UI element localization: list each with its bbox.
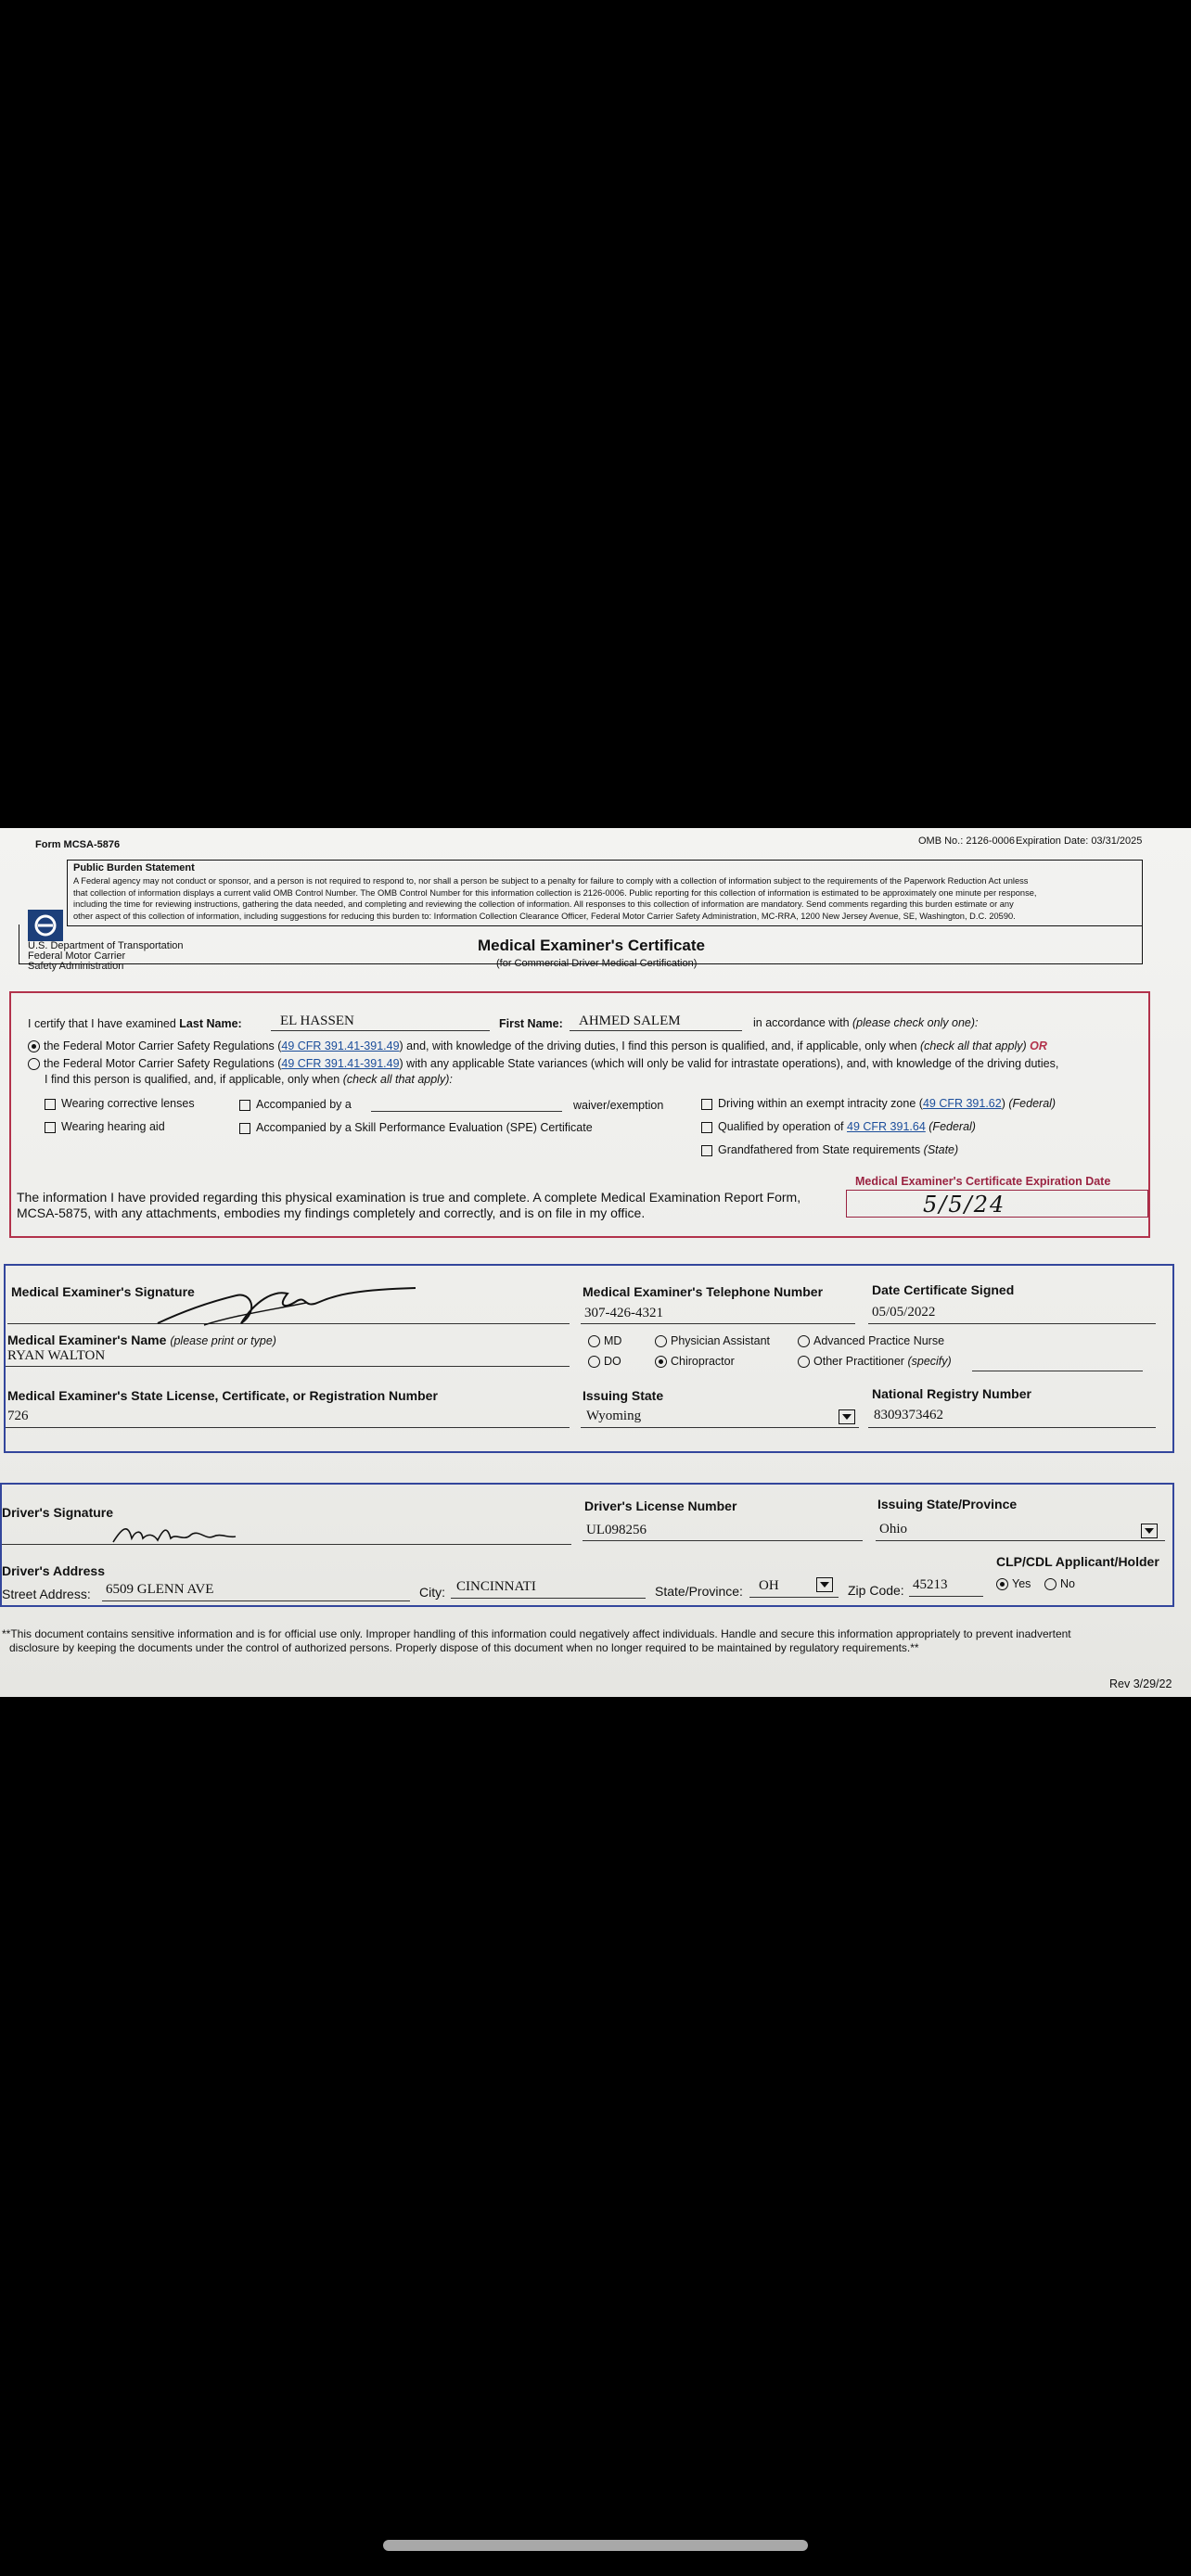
type-pa[interactable]: Physician Assistant bbox=[655, 1334, 770, 1347]
street-value[interactable]: 6509 GLENN AVE bbox=[106, 1582, 214, 1597]
clp-yes-radio[interactable] bbox=[996, 1578, 1008, 1590]
apn-radio[interactable] bbox=[798, 1335, 810, 1347]
issuing-state-value[interactable]: Wyoming bbox=[586, 1409, 642, 1423]
state-variance-radio[interactable] bbox=[28, 1058, 40, 1070]
first-name-line bbox=[570, 1030, 742, 1031]
license-line bbox=[6, 1427, 570, 1428]
driver-state-line bbox=[876, 1540, 1165, 1541]
burden-statement-box bbox=[67, 860, 1143, 926]
examiner-statement: The information I have provided regarding this physical examination is true and complete. A complete Medical Examination Report Form, MCSA-5875, with any attachments, embodies my findings completely and correctly, and is on file in my office. bbox=[17, 1190, 801, 1220]
cond-accompanied[interactable]: Accompanied by a bbox=[239, 1098, 352, 1111]
cond-spe[interactable]: Accompanied by a Skill Performance Evaluation (SPE) Certificate bbox=[239, 1121, 593, 1134]
street-label: Street Address: bbox=[2, 1587, 91, 1601]
type-other[interactable]: Other Practitioner (specify) bbox=[798, 1355, 952, 1368]
city-label: City: bbox=[419, 1585, 445, 1600]
type-do[interactable]: DO bbox=[588, 1355, 621, 1368]
certificate-subtitle: (for Commercial Driver Medical Certification) bbox=[496, 958, 698, 969]
examiner-signature-label: Medical Examiner's Signature bbox=[11, 1284, 195, 1299]
sensitive-notice: **This document contains sensitive information and is for official use only. Improper handling of this information could negatively affect individuals. Handle and secure this information appropriately to prevent inadvertent disclosure by keeping the documents under the control of authorized persons. Properly dispose of this document when no longer required to be maintained by regulatory requirements.** bbox=[2, 1627, 1071, 1654]
driver-license-line bbox=[583, 1540, 863, 1541]
examiner-name-label: Medical Examiner's Name (please print or type) bbox=[7, 1333, 276, 1347]
option-state-variance[interactable]: the Federal Motor Carrier Safety Regulations (49 CFR 391.41-391.49) with any applicable State variances (which will only be valid for intrastate operations), and, with knowledge of the driving duties, bbox=[28, 1057, 1058, 1070]
city-value[interactable]: CINCINNATI bbox=[456, 1579, 536, 1594]
street-line bbox=[102, 1600, 410, 1601]
clp-yes[interactable]: Yes bbox=[996, 1577, 1031, 1590]
corrective-lenses-checkbox[interactable] bbox=[45, 1099, 56, 1110]
option-federal[interactable]: the Federal Motor Carrier Safety Regulations (49 CFR 391.41-391.49) and, with knowledge of the driving duties, I find this person is qualified, and, if applicable, only when (check all that apply) OR bbox=[28, 1039, 1047, 1052]
clp-cdl-label: CLP/CDL Applicant/Holder bbox=[996, 1554, 1159, 1569]
examiner-phone-value[interactable]: 307-426-4321 bbox=[584, 1306, 663, 1320]
registry-line bbox=[868, 1427, 1156, 1428]
registry-value[interactable]: 8309373462 bbox=[874, 1408, 943, 1422]
burden-title: Public Burden Statement bbox=[73, 862, 195, 874]
certificate-title: Medical Examiner's Certificate bbox=[478, 937, 705, 954]
driver-signature-label: Driver's Signature bbox=[2, 1505, 114, 1520]
driver-state-dropdown-icon[interactable] bbox=[1141, 1524, 1158, 1538]
city-line bbox=[451, 1598, 646, 1599]
other-radio[interactable] bbox=[798, 1356, 810, 1368]
waiver-line[interactable] bbox=[371, 1111, 562, 1112]
grandfathered-checkbox[interactable] bbox=[701, 1145, 712, 1156]
province-label: State/Province: bbox=[655, 1584, 743, 1599]
agency-name: U.S. Department of Transportation Federal Motor Carrier Safety Administration bbox=[28, 940, 184, 972]
driver-signature-image bbox=[109, 1522, 239, 1549]
last-name-value[interactable]: EL HASSEN bbox=[280, 1014, 354, 1028]
registry-label: National Registry Number bbox=[872, 1386, 1031, 1401]
date-signed-value[interactable]: 05/05/2022 bbox=[872, 1305, 936, 1320]
examiner-phone-line bbox=[581, 1323, 855, 1324]
province-line bbox=[749, 1597, 839, 1598]
date-signed-line bbox=[868, 1323, 1156, 1324]
home-indicator[interactable] bbox=[383, 2540, 808, 2551]
examiner-name-value[interactable]: RYAN WALTON bbox=[7, 1348, 106, 1363]
do-radio[interactable] bbox=[588, 1356, 600, 1368]
expiration-date-value: 5/5/24 bbox=[923, 1192, 1006, 1218]
hearing-aid-checkbox[interactable] bbox=[45, 1122, 56, 1133]
clp-no-radio[interactable] bbox=[1044, 1578, 1057, 1590]
examiner-phone-label: Medical Examiner's Telephone Number bbox=[583, 1284, 824, 1299]
expiration-date-label: Medical Examiner's Certificate Expiration Date bbox=[855, 1175, 1111, 1188]
province-value[interactable]: OH bbox=[759, 1578, 779, 1593]
form-expiration: Expiration Date: 03/31/2025 bbox=[1016, 835, 1143, 847]
examiner-name-line bbox=[6, 1366, 570, 1367]
driver-license-value[interactable]: UL098256 bbox=[586, 1523, 647, 1537]
qualified-operation-checkbox[interactable] bbox=[701, 1122, 712, 1133]
date-signed-label: Date Certificate Signed bbox=[872, 1282, 1015, 1297]
certify-intro: I certify that I have examined Last Name: bbox=[28, 1017, 242, 1030]
first-name-value[interactable]: AHMED SALEM bbox=[579, 1014, 681, 1028]
cond-qualified-operation[interactable]: Qualified by operation of 49 CFR 391.64 (Federal) bbox=[701, 1120, 976, 1133]
driver-state-label: Issuing State/Province bbox=[877, 1497, 1018, 1511]
license-value[interactable]: 726 bbox=[7, 1409, 29, 1423]
province-dropdown-icon[interactable] bbox=[816, 1577, 833, 1592]
certificate-document bbox=[0, 828, 1191, 1697]
last-name-line bbox=[271, 1030, 490, 1031]
option-state-variance-cont: I find this person is qualified, and, if applicable, only when (check all that apply): bbox=[45, 1073, 453, 1086]
burden-text: A Federal agency may not conduct or sponsor, and a person is not required to respond to, nor shall a person be subject to a penalty for failure to comply with a collection of information subject to the requirements of the Paperwork Reduction Act unless that collection of information displays a current valid OMB Control Number. The OMB Control Number for this information collection is 2126-0006. Public reporting for this collection of information is estimated to be approximately one minute per response, including the time for reviewing instructions, gathering the data needed, and completing and reviewing the collection of information. All responses to this collection of information are mandatory. Send comments regarding this burden estimate or any other aspect of this collection of information, including suggestions for reducing this burden to: Information Collection Clearance Officer, Federal Motor Carrier Safety Administration, MC-RRA, 1200 New Jersey Avenue, SE, Washington, D.C. 20590. bbox=[73, 876, 1037, 921]
type-md[interactable]: MD bbox=[588, 1334, 621, 1347]
type-chiropractor[interactable]: Chiropractor bbox=[655, 1355, 735, 1368]
revision-date: Rev 3/29/22 bbox=[1109, 1677, 1172, 1690]
spe-checkbox[interactable] bbox=[239, 1123, 250, 1134]
driver-address-label: Driver's Address bbox=[2, 1563, 105, 1578]
issuing-state-line bbox=[581, 1427, 859, 1428]
zip-label: Zip Code: bbox=[848, 1583, 904, 1598]
waiver-label: waiver/exemption bbox=[573, 1099, 664, 1112]
form-id: Form MCSA-5876 bbox=[35, 839, 121, 850]
accompanied-checkbox[interactable] bbox=[239, 1100, 250, 1111]
driver-license-label: Driver's License Number bbox=[584, 1498, 737, 1513]
cond-hearing-aid[interactable]: Wearing hearing aid bbox=[45, 1120, 165, 1133]
zip-value[interactable]: 45213 bbox=[913, 1577, 948, 1592]
zip-line bbox=[909, 1596, 983, 1597]
driver-state-value[interactable]: Ohio bbox=[879, 1522, 907, 1537]
cond-grandfathered[interactable]: Grandfathered from State requirements (State) bbox=[701, 1143, 958, 1156]
accordance-text: in accordance with (please check only one): bbox=[753, 1016, 979, 1029]
omb-number: OMB No.: 2126-0006 bbox=[918, 835, 1015, 847]
intracity-checkbox[interactable] bbox=[701, 1099, 712, 1110]
pa-radio[interactable] bbox=[655, 1335, 667, 1347]
md-radio[interactable] bbox=[588, 1335, 600, 1347]
cond-intracity[interactable]: Driving within an exempt intracity zone (49 CFR 391.62) (Federal) bbox=[701, 1097, 1056, 1110]
license-label: Medical Examiner's State License, Certificate, or Registration Number bbox=[7, 1388, 438, 1403]
examiner-signature-image bbox=[148, 1282, 427, 1331]
first-name-label: First Name: bbox=[499, 1017, 563, 1030]
driver-signature-line[interactable] bbox=[2, 1544, 571, 1545]
issuing-state-dropdown-icon[interactable] bbox=[839, 1409, 855, 1424]
chiropractor-radio[interactable] bbox=[655, 1356, 667, 1368]
clp-no[interactable]: No bbox=[1044, 1577, 1075, 1590]
type-apn[interactable]: Advanced Practice Nurse bbox=[798, 1334, 944, 1347]
issuing-state-label: Issuing State bbox=[583, 1388, 664, 1403]
cond-corrective-lenses[interactable]: Wearing corrective lenses bbox=[45, 1097, 195, 1110]
expiration-date-field[interactable] bbox=[846, 1190, 1148, 1218]
federal-radio[interactable] bbox=[28, 1040, 40, 1052]
